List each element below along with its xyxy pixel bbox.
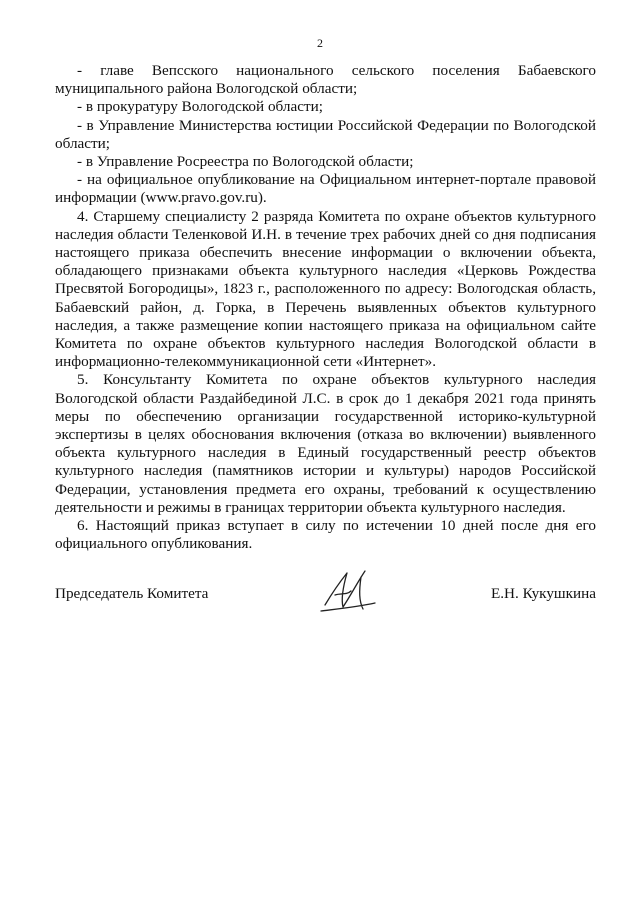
page-number: 2 bbox=[317, 36, 323, 50]
recipient-line-prosecutor: - в прокуратуру Вологодской области; bbox=[77, 98, 323, 116]
paragraph-6: 6. Настоящий приказ вступает в силу по истечении 10 дней после дня его официального опубликования. bbox=[55, 517, 596, 553]
recipient-line-publication: - на официальное опубликование на Официальном интернет-портале правовой информации (www.pravo.gov.ru). bbox=[55, 171, 596, 207]
paragraph-5: 5. Консультанту Комитета по охране объектов культурного наследия Вологодской области Раздайбединой Л.С. в срок до 1 декабря 2021 года принять меры по обеспечению организации государственной историко-культурной экспертизы в целях обоснования включения (отказа во включении) выявленного объекта культурного наследия в Единый государственный реестр объектов культурного наследия (памятников истории и культуры) народов Российской Федерации, установления предмета его охраны, требований к осуществлению деятельности и режимы в границах территории объекта культурного наследия. bbox=[55, 371, 596, 516]
recipient-line-rosreestr: - в Управление Росреестра по Вологодской области; bbox=[77, 153, 414, 171]
recipient-line-ministry-justice: - в Управление Министерства юстиции Российской Федерации по Вологодской области; bbox=[55, 116, 596, 152]
signatory-title: Председатель Комитета bbox=[55, 585, 209, 602]
signature-block bbox=[55, 565, 596, 625]
document-body bbox=[55, 62, 596, 553]
signatory-name: Е.Н. Кукушкина bbox=[490, 585, 596, 602]
recipient-line-vepsian-settlement: - главе Вепсского национального сельского поселения Бабаевского муниципального района Вологодской области; bbox=[55, 62, 596, 98]
handwritten-signature-icon bbox=[317, 565, 377, 617]
paragraph-4: 4. Старшему специалисту 2 разряда Комитета по охране объектов культурного наследия области Теленковой И.Н. в течение трех рабочих дней со дня подписания настоящего приказа обеспечить внесение информации о включении объекта, обладающего признаками объекта культурного наследия «Церковь Рождества Пресвятой Богородицы», 1823 г., расположенного по адресу: Вологодская область, Бабаевский район, д. Горка, в Перечень выявленных объектов культурного наследия, а также размещение копии настоящего приказа на официальном сайте Комитета по охране объектов культурного наследия Вологодской области в информационно-телекоммуникационной сети «Интернет». bbox=[55, 207, 596, 371]
